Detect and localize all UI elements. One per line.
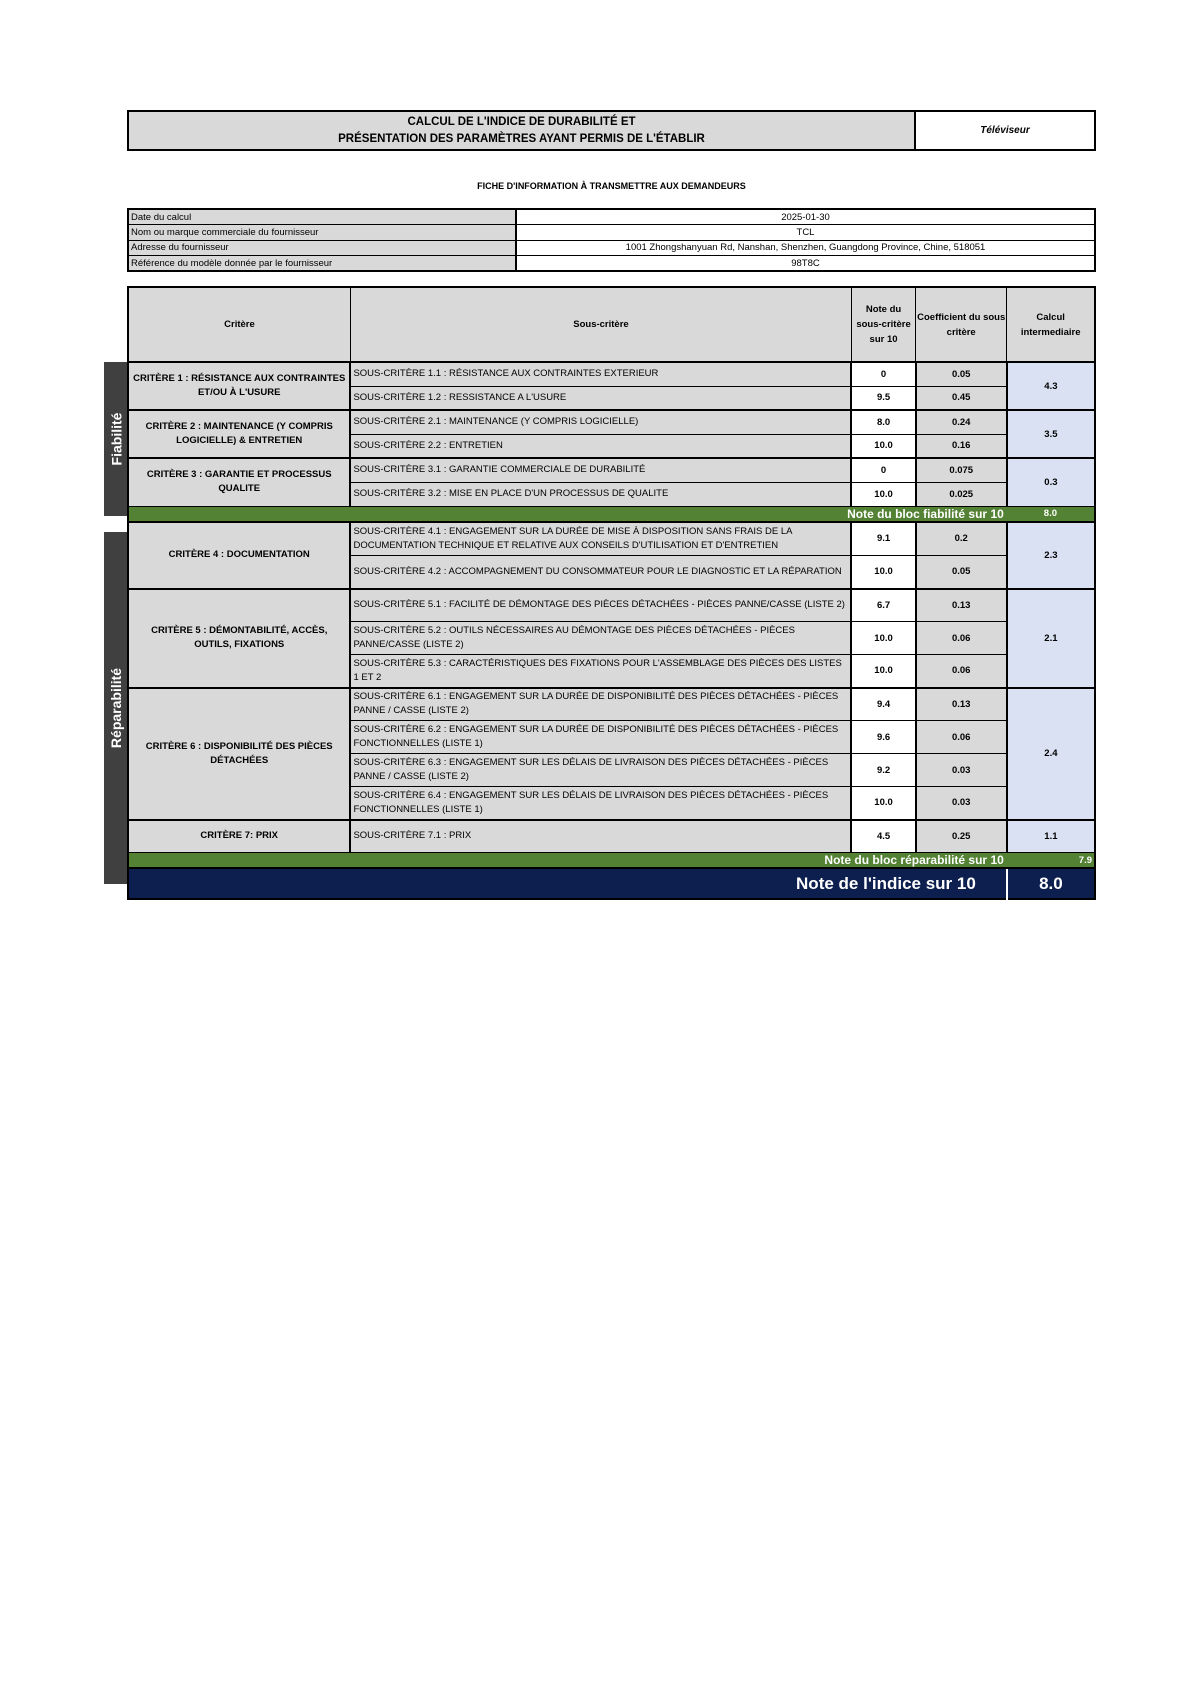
header-sous-critere: Sous-critère <box>350 287 851 362</box>
sub-criterion-label: SOUS-CRITÈRE 6.1 : ENGAGEMENT SUR LA DURÉE DE DISPONIBILITÉ DES PIÈCES DÉTACHÉES - PIÈCES PANNE / CASSE (LISTE 2) <box>350 688 851 721</box>
criteria-table <box>127 286 1096 900</box>
band-reparabilite-label: Réparabilité <box>108 667 125 749</box>
sub-criterion-note: 9.6 <box>851 721 915 754</box>
fiche-title: FICHE D'INFORMATION À TRANSMETTRE AUX DEMANDEURS <box>477 181 746 191</box>
criterion-calc-value: 2.1 <box>1007 589 1095 688</box>
info-value: TCL <box>516 225 1095 241</box>
reparabilite-total-value: 7.9 <box>1007 853 1095 869</box>
band-reparabilite <box>104 532 128 884</box>
sub-criterion-label: SOUS-CRITÈRE 6.3 : ENGAGEMENT SUR LES DÉLAIS DE LIVRAISON DES PIÈCES DÉTACHÉES - PIÈCES PANNE / CASSE (LISTE 2) <box>350 754 851 787</box>
product-category: Téléviseur <box>980 125 1030 136</box>
sub-criterion-coefficient: 0.06 <box>916 721 1007 754</box>
indice-total-value: 8.0 <box>1007 868 1095 899</box>
sub-criterion-note: 0 <box>851 458 915 482</box>
sub-criterion-coefficient: 0.06 <box>916 622 1007 655</box>
criterion-label: CRITÈRE 2 : MAINTENANCE (Y COMPRIS LOGICIELLE) & ENTRETIEN <box>128 410 350 458</box>
sub-criterion-note: 9.2 <box>851 754 915 787</box>
sub-criterion-note: 9.5 <box>851 386 915 410</box>
sub-criterion-label: SOUS-CRITÈRE 2.1 : MAINTENANCE (Y COMPRIS LOGICIELLE) <box>350 410 851 434</box>
criterion-label: CRITÈRE 1 : RÉSISTANCE AUX CONTRAINTES ET/OU À L'USURE <box>128 362 350 410</box>
info-label: Date du calcul <box>128 209 516 225</box>
sub-criterion-label: SOUS-CRITÈRE 5.3 : CARACTÉRISTIQUES DES FIXATIONS POUR L'ASSEMBLAGE DES PIÈCES DES LISTES 1 ET 2 <box>350 655 851 688</box>
criterion-label: CRITÈRE 4 : DOCUMENTATION <box>128 522 350 589</box>
criteria-row <box>128 688 1095 721</box>
sub-criterion-note: 0 <box>851 362 915 386</box>
sub-criterion-note: 10.0 <box>851 622 915 655</box>
supplier-info-table <box>127 208 1096 272</box>
sub-criterion-coefficient: 0.03 <box>916 787 1007 820</box>
sub-criterion-coefficient: 0.025 <box>916 482 1007 506</box>
info-row <box>128 256 1095 272</box>
title-line-1: CALCUL DE L'INDICE DE DURABILITÉ ET <box>407 115 636 128</box>
title-line-2: PRÉSENTATION DES PARAMÈTRES AYANT PERMIS DE L'ÉTABLIR <box>338 132 705 145</box>
info-value: 98T8C <box>516 256 1095 272</box>
criterion-calc-value: 1.1 <box>1007 820 1095 853</box>
sub-criterion-coefficient: 0.13 <box>916 688 1007 721</box>
sub-criterion-note: 10.0 <box>851 482 915 506</box>
sub-criterion-label: SOUS-CRITÈRE 3.1 : GARANTIE COMMERCIALE DE DURABILITÉ <box>350 458 851 482</box>
sub-criterion-label: SOUS-CRITÈRE 4.2 : ACCOMPAGNEMENT DU CONSOMMATEUR POUR LE DIAGNOSTIC ET LA RÉPARATION <box>350 556 851 589</box>
sub-criterion-coefficient: 0.06 <box>916 655 1007 688</box>
header-calcul: Calcul intermediaire <box>1007 287 1095 362</box>
criterion-label: CRITÈRE 7: PRIX <box>128 820 350 853</box>
sub-criterion-note: 10.0 <box>851 556 915 589</box>
sub-criterion-note: 8.0 <box>851 410 915 434</box>
fiabilite-total-label: Note du bloc fiabilité sur 10 <box>128 506 1007 522</box>
sub-criterion-note: 10.0 <box>851 434 915 458</box>
criterion-calc-value: 2.3 <box>1007 522 1095 589</box>
indice-total <box>128 868 1095 899</box>
indice-total-label: Note de l'indice sur 10 <box>128 868 1007 899</box>
criterion-label: CRITÈRE 3 : GARANTIE ET PROCESSUS QUALITE <box>128 458 350 506</box>
sub-criterion-note: 9.4 <box>851 688 915 721</box>
sub-criterion-coefficient: 0.45 <box>916 386 1007 410</box>
sub-criterion-label: SOUS-CRITÈRE 6.2 : ENGAGEMENT SUR LA DURÉE DE DISPONIBILITÉ DES PIÈCES DÉTACHÉES - PIÈCES FONCTIONNELLES (LISTE 1) <box>350 721 851 754</box>
header-note: Note du sous-critère sur 10 <box>851 287 915 362</box>
sub-criterion-label: SOUS-CRITÈRE 7.1 : PRIX <box>350 820 851 853</box>
sub-criterion-note: 10.0 <box>851 655 915 688</box>
document-title <box>129 112 916 149</box>
criteria-row <box>128 589 1095 622</box>
reparabilite-total-label: Note du bloc réparabilité sur 10 <box>128 853 1007 869</box>
header-critere: Critère <box>128 287 350 362</box>
info-row <box>128 209 1095 225</box>
criterion-calc-value: 3.5 <box>1007 410 1095 458</box>
criterion-label: CRITÈRE 5 : DÉMONTABILITÉ, ACCÈS, OUTILS, FIXATIONS <box>128 589 350 688</box>
sub-criterion-coefficient: 0.25 <box>916 820 1007 853</box>
info-row <box>128 225 1095 241</box>
sub-criterion-label: SOUS-CRITÈRE 5.2 : OUTILS NÉCESSAIRES AU DÉMONTAGE DES PIÈCES DÉTACHÉES - PIÈCES PANNE/CASSE (LISTE 2) <box>350 622 851 655</box>
band-fiabilite <box>104 362 128 516</box>
sub-criterion-note: 10.0 <box>851 787 915 820</box>
sub-criterion-coefficient: 0.03 <box>916 754 1007 787</box>
sub-criterion-label: SOUS-CRITÈRE 1.1 : RÉSISTANCE AUX CONTRAINTES EXTERIEUR <box>350 362 851 386</box>
fiabilite-total <box>128 506 1095 522</box>
info-label: Référence du modèle donnée par le fournisseur <box>128 256 516 272</box>
sub-criterion-coefficient: 0.2 <box>916 522 1007 556</box>
sub-criterion-coefficient: 0.075 <box>916 458 1007 482</box>
sub-criterion-label: SOUS-CRITÈRE 1.2 : RESSISTANCE A L'USURE <box>350 386 851 410</box>
info-row <box>128 240 1095 256</box>
sub-criterion-note: 4.5 <box>851 820 915 853</box>
band-fiabilite-label: Fiabilité <box>108 412 124 466</box>
sub-criterion-coefficient: 0.05 <box>916 362 1007 386</box>
criterion-calc-value: 2.4 <box>1007 688 1095 820</box>
criteria-row <box>128 458 1095 482</box>
criteria-row <box>128 362 1095 386</box>
sub-criterion-coefficient: 0.13 <box>916 589 1007 622</box>
sub-criterion-label: SOUS-CRITÈRE 6.4 : ENGAGEMENT SUR LES DÉLAIS DE LIVRAISON DES PIÈCES DÉTACHÉES - PIÈCES FONCTIONNELLES (LISTE 1) <box>350 787 851 820</box>
fiabilite-total-value: 8.0 <box>1007 506 1095 522</box>
criterion-calc-value: 4.3 <box>1007 362 1095 410</box>
sub-criterion-coefficient: 0.24 <box>916 410 1007 434</box>
sub-criterion-coefficient: 0.05 <box>916 556 1007 589</box>
criteria-row <box>128 820 1095 853</box>
criterion-calc-value: 0.3 <box>1007 458 1095 506</box>
sub-criterion-label: SOUS-CRITÈRE 2.2 : ENTRETIEN <box>350 434 851 458</box>
sub-criterion-note: 6.7 <box>851 589 915 622</box>
info-label: Nom ou marque commerciale du fournisseur <box>128 225 516 241</box>
criteria-row <box>128 410 1095 434</box>
sub-criterion-label: SOUS-CRITÈRE 3.2 : MISE EN PLACE D'UN PROCESSUS DE QUALITE <box>350 482 851 506</box>
sub-criterion-coefficient: 0.16 <box>916 434 1007 458</box>
reparabilite-total <box>128 853 1095 869</box>
criteria-row <box>128 522 1095 556</box>
sub-criterion-label: SOUS-CRITÈRE 5.1 : FACILITÉ DE DÉMONTAGE DES PIÈCES DÉTACHÉES - PIÈCES PANNE/CASSE (LISTE 2) <box>350 589 851 622</box>
sub-criterion-note: 9.1 <box>851 522 915 556</box>
info-label: Adresse du fournisseur <box>128 240 516 256</box>
criterion-label: CRITÈRE 6 : DISPONIBILITÉ DES PIÈCES DÉTACHÉES <box>128 688 350 820</box>
document-header <box>127 110 1096 151</box>
header-coefficient: Coefficient du sous critère <box>916 287 1007 362</box>
sub-criterion-label: SOUS-CRITÈRE 4.1 : ENGAGEMENT SUR LA DURÉE DE MISE À DISPOSITION SANS FRAIS DE LA DOCUMENTATION TECHNIQUE ET RELATIVE AUX CONSEILS D'UTILISATION ET D'ENTRETIEN <box>350 522 851 556</box>
info-value: 1001 Zhongshanyuan Rd, Nanshan, Shenzhen, Guangdong Province, Chine, 518051 <box>516 240 1095 256</box>
info-value: 2025-01-30 <box>516 209 1095 225</box>
